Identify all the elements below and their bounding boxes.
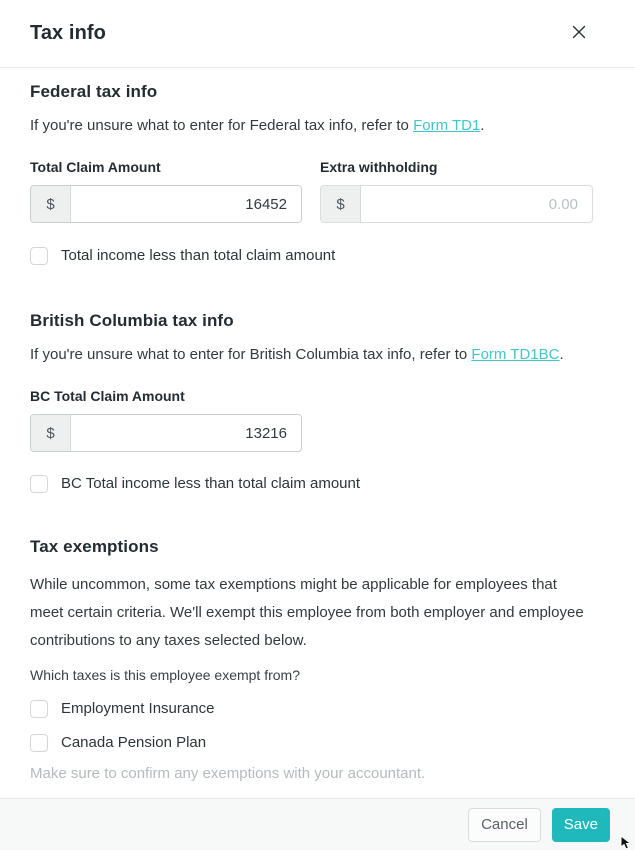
extra-withholding-label: Extra withholding bbox=[320, 159, 438, 175]
extra-withholding-input-group bbox=[320, 185, 593, 223]
federal-section-heading: Federal tax info bbox=[30, 82, 158, 101]
bc-section-description bbox=[30, 344, 593, 366]
modal-title: Tax info bbox=[30, 22, 106, 44]
modal-footer bbox=[0, 798, 635, 850]
checkbox-unchecked-icon[interactable] bbox=[30, 700, 48, 718]
exemptions-section-heading: Tax exemptions bbox=[30, 537, 159, 556]
bc-total-claim-label: BC Total Claim Amount bbox=[30, 388, 185, 404]
bc-total-claim-field bbox=[30, 388, 302, 452]
exemptions-question: Which taxes is this employee exempt from? bbox=[30, 667, 300, 683]
bc-description-period: . bbox=[559, 346, 564, 363]
bc-section-heading: British Columbia tax info bbox=[30, 311, 234, 330]
federal-section-description bbox=[30, 115, 593, 137]
dollar-prefix: $ bbox=[31, 186, 71, 222]
federal-fields-row bbox=[30, 159, 593, 223]
federal-description-text: If you're unsure what to enter for Federal tax info, refer to bbox=[30, 117, 414, 134]
total-claim-input[interactable] bbox=[71, 186, 301, 222]
bc-description-text: If you're unsure what to enter for British Columbia tax info, refer to bbox=[30, 346, 472, 363]
canada-pension-plan-checkbox-row[interactable] bbox=[30, 734, 593, 752]
total-claim-label: Total Claim Amount bbox=[30, 159, 161, 175]
bc-less-income-checkbox-label: BC Total income less than total claim amount bbox=[61, 475, 361, 492]
modal-body bbox=[0, 68, 635, 798]
total-claim-field bbox=[30, 159, 302, 223]
close-button[interactable] bbox=[567, 22, 591, 46]
form-td1bc-link[interactable]: Form TD1BC bbox=[471, 346, 560, 363]
exemptions-description: While uncommon, some tax exemptions might be applicable for employees that meet certain criteria. We'll exempt this employee from both employer and employee contributions to any taxes selected below. bbox=[30, 576, 584, 649]
close-icon bbox=[571, 24, 587, 43]
employment-insurance-checkbox-label: Employment Insurance bbox=[61, 700, 215, 717]
federal-less-income-checkbox-label: Total income less than total claim amount bbox=[61, 247, 336, 264]
total-claim-input-group bbox=[30, 185, 302, 223]
federal-less-income-checkbox-row[interactable] bbox=[30, 247, 593, 265]
bc-less-income-checkbox-row[interactable] bbox=[30, 475, 593, 493]
exemptions-note: Make sure to confirm any exemptions with your accountant. bbox=[30, 765, 426, 782]
checkbox-unchecked-icon[interactable] bbox=[30, 475, 48, 493]
employment-insurance-checkbox-row[interactable] bbox=[30, 700, 593, 718]
dollar-prefix: $ bbox=[31, 415, 71, 451]
canada-pension-plan-checkbox-label: Canada Pension Plan bbox=[61, 734, 207, 751]
extra-withholding-input[interactable] bbox=[361, 186, 592, 222]
federal-description-period: . bbox=[480, 117, 485, 134]
bc-total-claim-input-group bbox=[30, 414, 302, 452]
checkbox-unchecked-icon[interactable] bbox=[30, 734, 48, 752]
checkbox-unchecked-icon[interactable] bbox=[30, 247, 48, 265]
bc-total-claim-input[interactable] bbox=[71, 415, 301, 451]
extra-withholding-field bbox=[320, 159, 593, 223]
dollar-prefix: $ bbox=[321, 186, 361, 222]
save-button[interactable]: Save bbox=[552, 808, 610, 842]
bc-fields-row bbox=[30, 388, 593, 452]
modal-header bbox=[0, 0, 635, 68]
form-td1-link[interactable]: Form TD1 bbox=[413, 117, 481, 134]
cancel-button[interactable]: Cancel bbox=[468, 808, 541, 842]
